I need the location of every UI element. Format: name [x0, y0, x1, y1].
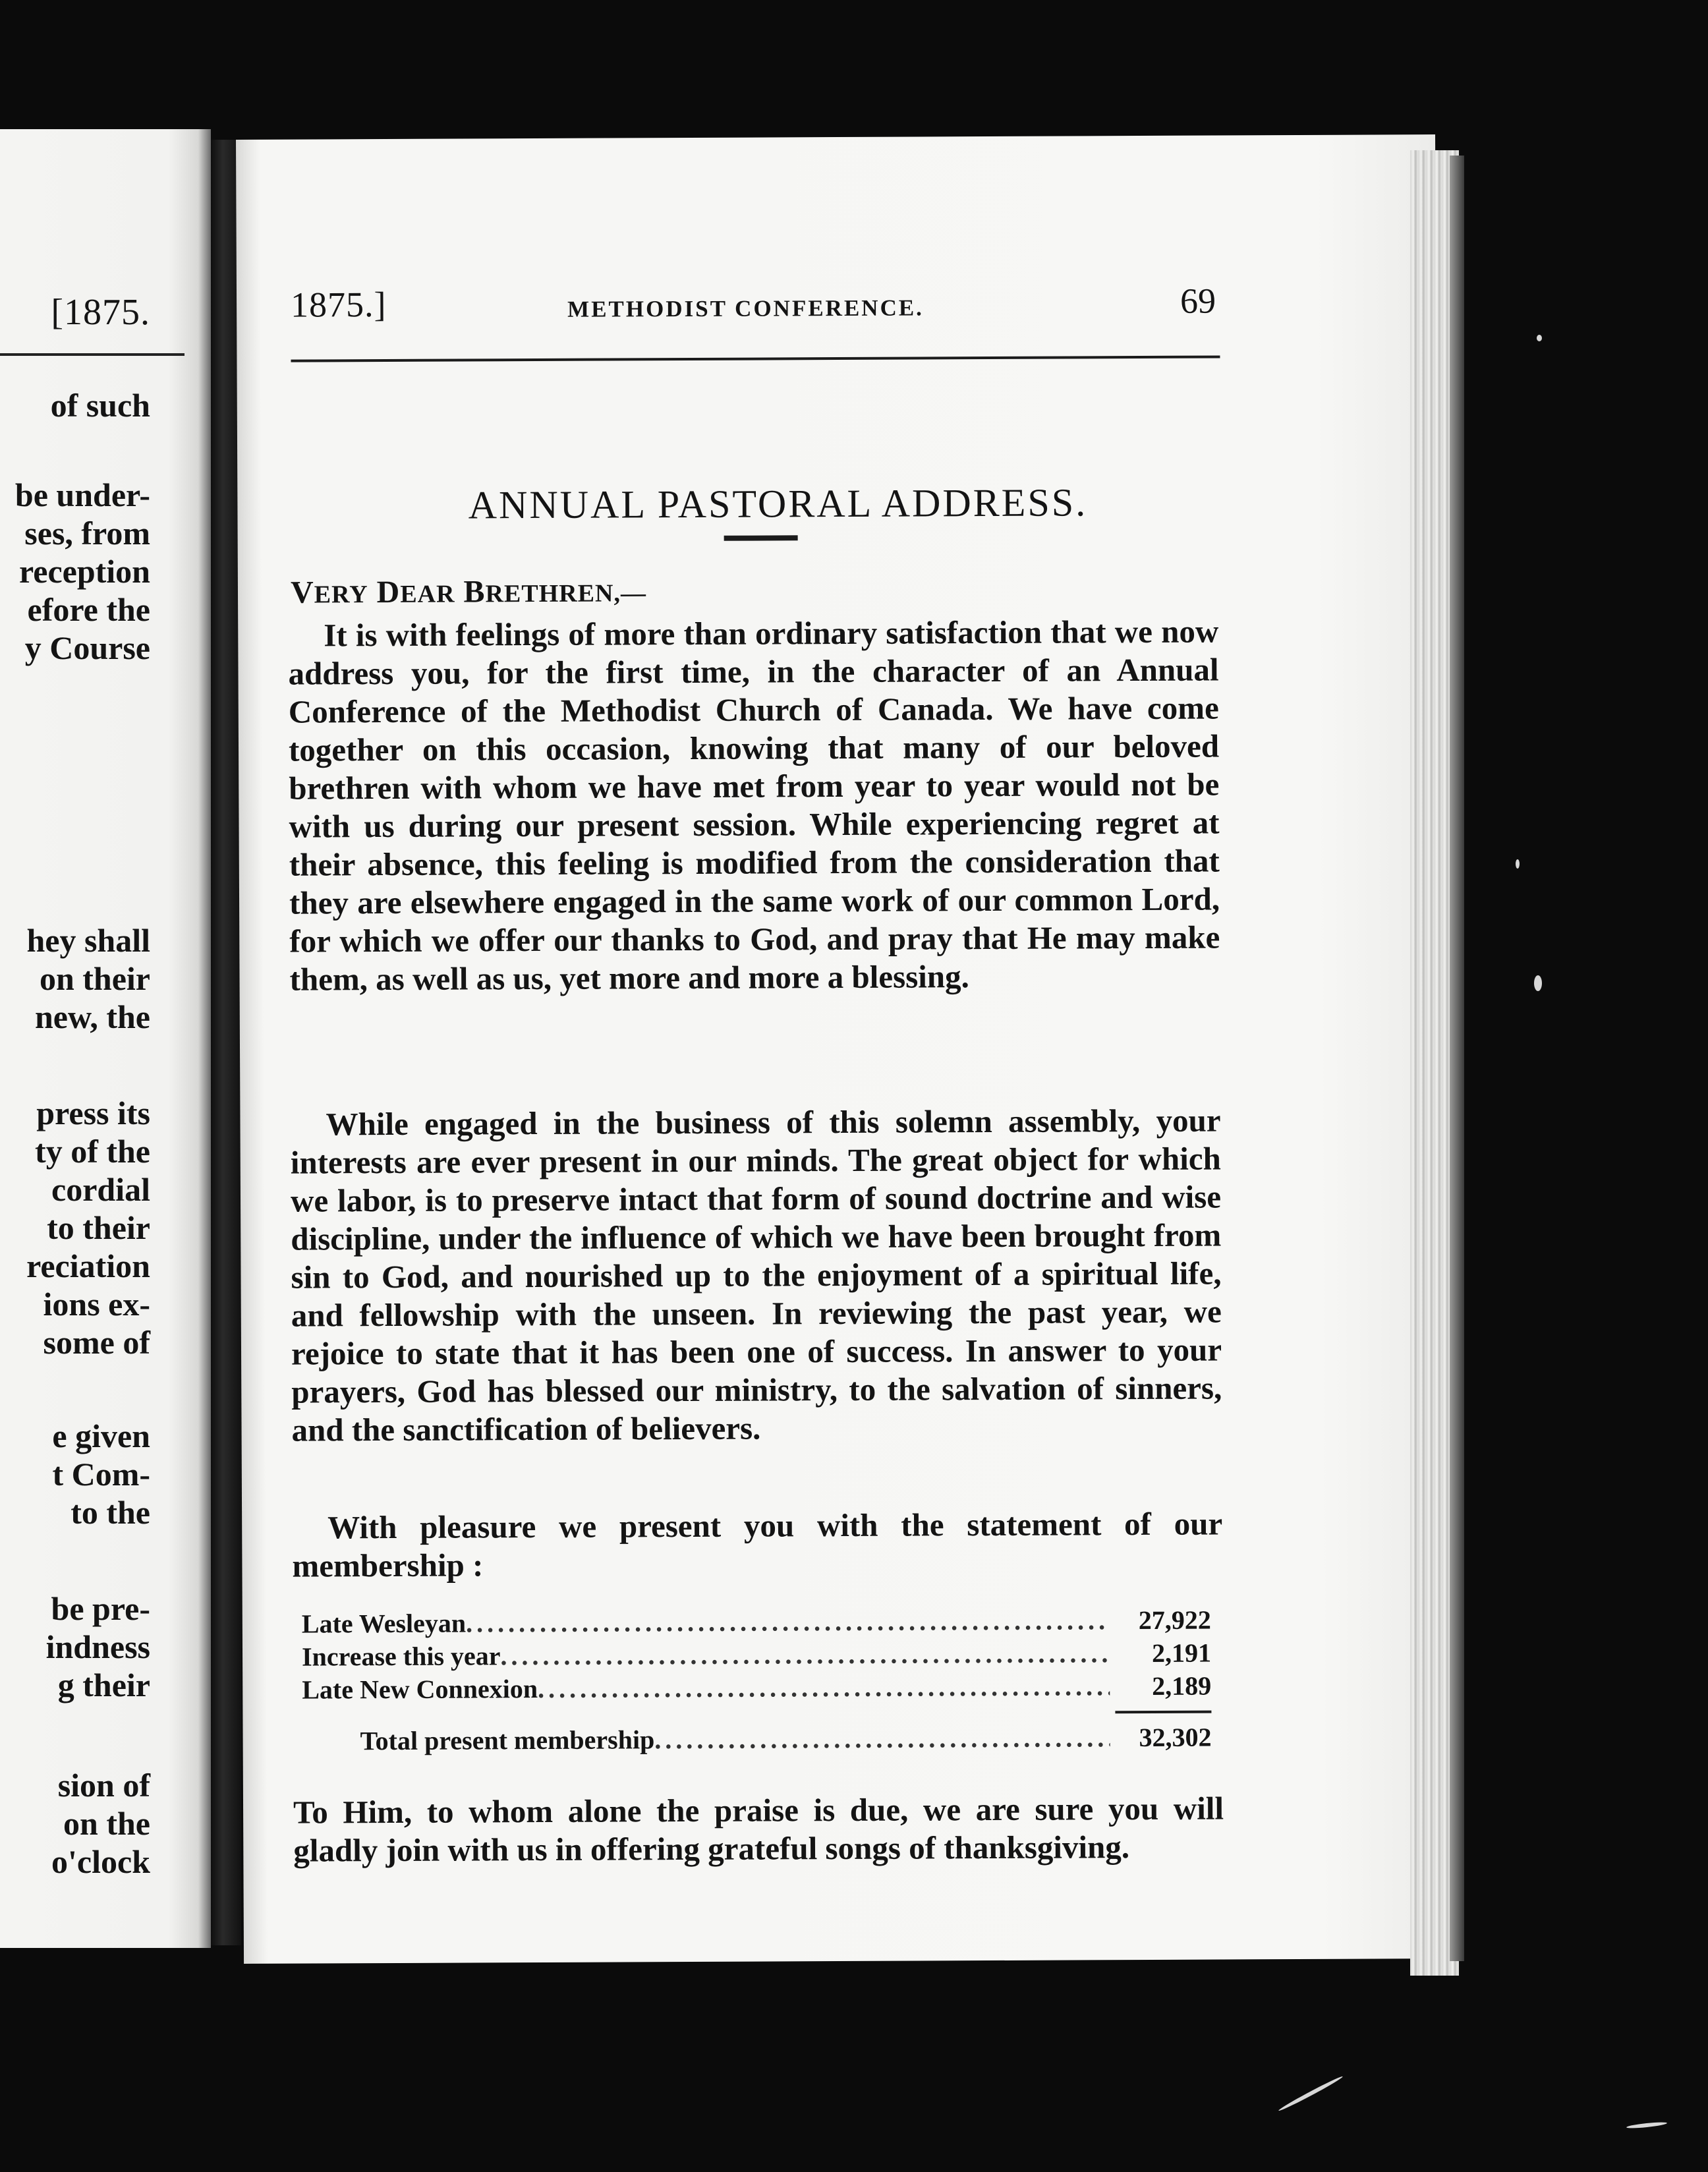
membership-total-label: Total present membership — [360, 1725, 655, 1756]
left-page-line-fragment: reciation — [26, 1247, 150, 1284]
page-number: 69 — [1180, 281, 1216, 321]
dust-speck — [1516, 859, 1520, 869]
leader-dots — [466, 1604, 1110, 1640]
leader-dots — [538, 1670, 1110, 1705]
paragraph-2: While engaged in the business of this solemn assembly, your interests are ever present in our minds. The great object for which we labor, is to preserve intact that form of sound doctrine and wise discipline, under the influence of which we have been brought from sin to God, and nourished up to the enjoyment of a spiritual life, and fellowship with the unseen. In reviewing the past year, we rejoice to state that it has been one of success. In answer to your prayers, God has blessed our ministry, to the salvation of sinners, and the sanctification of believers. — [290, 1102, 1222, 1448]
membership-total-value: 32,302 — [1139, 1722, 1212, 1753]
paragraph-closing: To Him, to whom alone the praise is due, we are sure you will gladly join with us in offering grateful songs of thanksgiving. — [293, 1790, 1224, 1869]
left-page-line-fragment: hey shall — [26, 922, 150, 959]
left-page-line-fragment: to their — [47, 1209, 150, 1246]
membership-row-value: 2,189 — [1152, 1671, 1212, 1701]
dust-speck — [1626, 2121, 1667, 2129]
running-head-title: METHODIST CONFERENCE. — [567, 295, 924, 322]
dust-speck — [1534, 975, 1542, 991]
membership-row — [302, 1604, 1211, 1641]
title-dash — [724, 535, 798, 540]
membership-row-value: 27,922 — [1138, 1605, 1211, 1636]
left-page-line-fragment: to the — [71, 1494, 150, 1531]
left-page-line-fragment: sion of — [57, 1767, 150, 1804]
running-head-year: 1875.] — [290, 285, 387, 325]
left-page-line-fragment: some of — [43, 1324, 150, 1361]
left-page-line-fragment: ions ex- — [43, 1286, 150, 1323]
sum-rule — [1115, 1711, 1211, 1714]
leader-dots — [500, 1637, 1110, 1672]
right-page — [236, 134, 1443, 1964]
left-page-line-fragment: be pre- — [51, 1590, 150, 1627]
left-page-line-fragment: o'clock — [51, 1843, 150, 1880]
left-page-line-fragment: on the — [63, 1805, 150, 1842]
left-page-line-fragment: t Com- — [52, 1456, 150, 1493]
leader-dots — [654, 1721, 1110, 1756]
left-page-line-fragment: new, the — [35, 998, 150, 1035]
header-rule — [291, 355, 1220, 362]
membership-total-row — [302, 1721, 1211, 1758]
left-page-line-fragment: cordial — [51, 1171, 150, 1208]
left-page — [0, 129, 211, 1948]
left-page-line-fragment: be under- — [14, 476, 150, 513]
membership-row-label: Late New Connexion — [302, 1674, 538, 1705]
paragraph-1: It is with feelings of more than ordinary satisfaction that we now address you, for the first time, in the character of an Annual Conference of the Methodist Church of Canada. We have come together on this occasion, knowing that many of our beloved brethren with whom we have met from year to year would not be with us during our present session. While experiencing regret at their absence, this feeling is modified from the consideration that they are elsewhere engaged in the same work of our common Lord, for which we offer our thanks to God, and pray that He may make them, as well as us, yet more and more a blessing. — [288, 613, 1220, 998]
left-page-line-fragment: indness — [45, 1628, 150, 1665]
left-page-line-fragment: g their — [57, 1667, 150, 1703]
membership-row — [302, 1637, 1211, 1674]
membership-row — [302, 1670, 1211, 1707]
left-page-line-fragment: efore the — [27, 591, 150, 628]
left-page-header-rule — [0, 353, 185, 356]
left-page-line-fragment: e given — [52, 1417, 150, 1454]
left-page-line-fragment: on their — [39, 960, 150, 997]
left-page-line-fragment: of such — [50, 387, 150, 424]
left-page-line-fragment: ses, from — [24, 515, 150, 552]
salutation: VERY DEAR BRETHREN,— — [290, 574, 647, 610]
left-page-line-fragment: reception — [18, 553, 150, 590]
left-page-line-fragment: ty of the — [35, 1133, 150, 1170]
page-edge-shadow — [1450, 156, 1464, 1961]
paragraph-3: With pleasure we present you with the statement of our membership : — [292, 1505, 1223, 1584]
page-title: ANNUAL PASTORAL ADDRESS. — [468, 480, 1088, 527]
left-page-line-fragment: press its — [36, 1095, 150, 1131]
left-page-running-head: [1875. — [51, 292, 150, 333]
membership-row-value: 2,191 — [1151, 1638, 1212, 1668]
membership-table — [302, 1604, 1212, 1758]
dust-speck — [1278, 2075, 1344, 2113]
membership-row-label: Increase this year — [301, 1641, 501, 1672]
left-page-line-fragment: y Course — [24, 629, 150, 666]
dust-speck — [1537, 335, 1542, 341]
membership-row-label: Late Wesleyan — [301, 1608, 467, 1639]
